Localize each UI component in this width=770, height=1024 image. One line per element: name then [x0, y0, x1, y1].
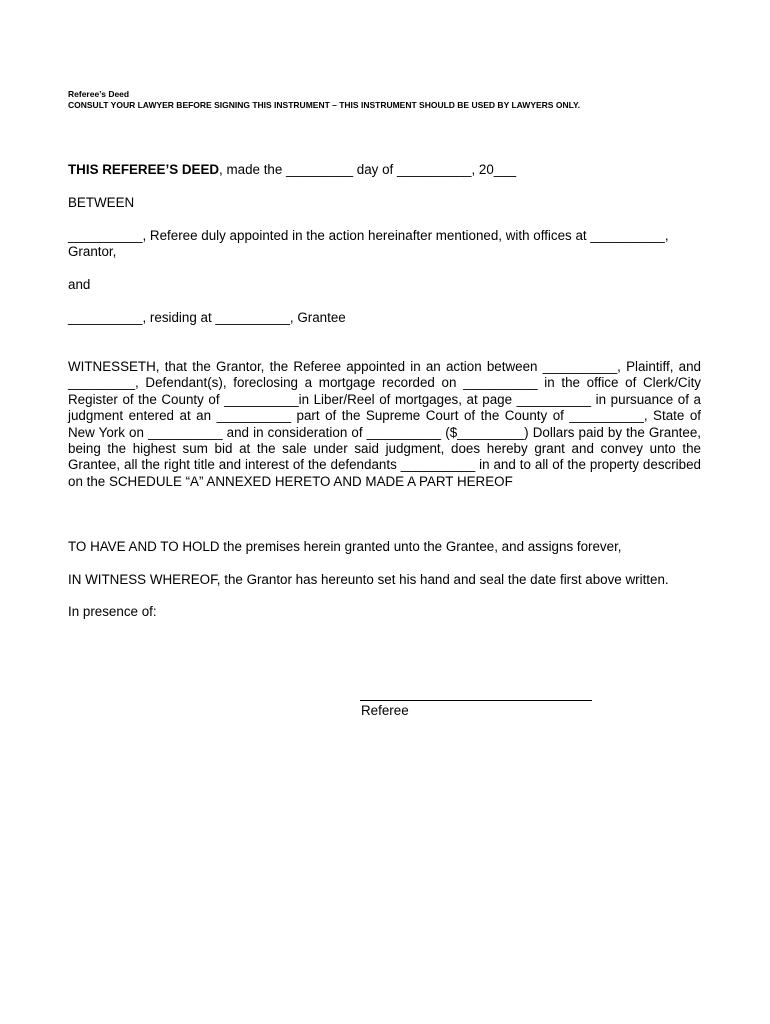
signature-label: Referee	[361, 703, 409, 718]
grantee-line: __________, residing at __________, Grantee	[68, 310, 346, 325]
deed-lead: THIS REFEREE’S DEED	[68, 162, 220, 177]
lawyer-warning: CONSULT YOUR LAWYER BEFORE SIGNING THIS INSTRUMENT – THIS INSTRUMENT SHOULD BE USED BY LAWYERS ONLY.	[68, 100, 581, 110]
between-label: BETWEEN	[68, 195, 135, 210]
opening-clause	[68, 162, 701, 178]
document-title: Referee’s Deed	[68, 89, 130, 99]
witnesseth-paragraph: WITNESSETH, that the Grantor, the Referee appointed in an action between __________, Plaintiff, and _________, Defendant(s), foreclosing a mortgage recorded on __________ in the office of Clerk/City Register of the County of __________in Liber/Reel of mortgages, at page __________ in pursuance of a judgment entered at an __________ part of the Supreme Court of the County of __________, State of New York on __________ and in consideration of __________ ($_________) Dollars paid by the Grantee, being the highest sum bid at the sale under said judgment, does hereby grant and convey unto the Grantee, all the right title and interest of the defendants __________ in and to all of the property described on the SCHEDULE “A” ANNEXED HERETO AND MADE A PART HEREOF	[68, 359, 701, 489]
grantor-label: Grantor,	[68, 244, 117, 259]
habendum-clause: TO HAVE AND TO HOLD the premises herein granted unto the Grantee, and assigns forever,	[68, 539, 622, 554]
grantor-line: __________, Referee duly appointed in the action hereinafter mentioned, with offices at __________,	[68, 228, 669, 243]
and-label: and	[68, 277, 91, 292]
deed-date-line: , made the _________ day of __________, 20___	[219, 162, 517, 177]
in-witness-clause: IN WITNESS WHEREOF, the Grantor has hereunto set his hand and seal the date first above written.	[68, 572, 669, 587]
signature-line	[360, 700, 592, 701]
in-presence-label: In presence of:	[68, 604, 157, 619]
